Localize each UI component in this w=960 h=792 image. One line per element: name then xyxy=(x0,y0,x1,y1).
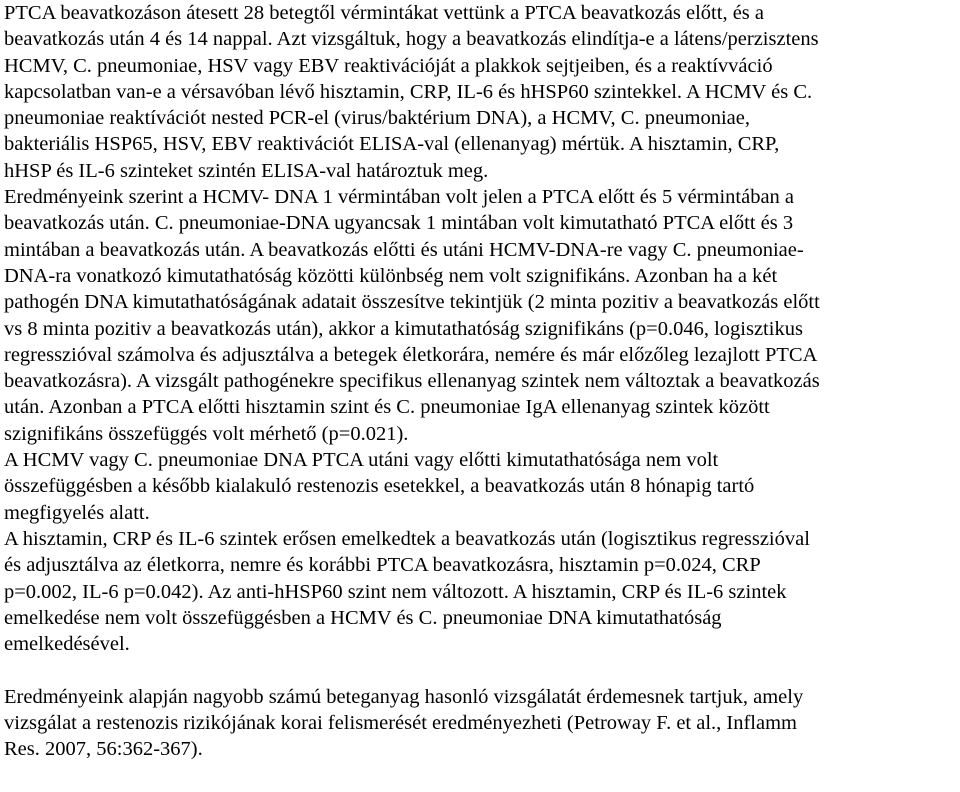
text-line: után. Azonban a PTCA előtti hisztamin szint és C. pneumoniae IgA ellenanyag szintek között xyxy=(4,396,770,419)
text-line: szignifikáns összefüggés volt mérhető (p=0.021). xyxy=(4,422,409,445)
text-line: megfigyelés alatt. xyxy=(4,501,150,524)
text-line: PTCA beavatkozáson átesett 28 betegtől vérmintákat vettünk a PTCA beavatkozás előtt, és a xyxy=(4,2,765,24)
text-line: kapcsolatban van-e a vérsavóban lévő hisztamin, CRP, IL-6 és hHSP60 szintekkel. A HCMV és C. xyxy=(4,80,813,103)
text-line: beavatkozás után. C. pneumoniae-DNA ugyancsak 1 mintában volt kimutatható PTCA előtt és 3 xyxy=(4,212,794,235)
text-line: pneumoniae reaktívációt nested PCR-el (virus/baktérium DNA), a HCMV, C. pneumoniae, xyxy=(4,107,751,130)
body-paragraph xyxy=(4,0,954,657)
text-line: vs 8 minta pozitiv a beavatkozás után), akkor a kimutathatóság szignifikáns (p=0.046, logisztikus xyxy=(4,317,803,340)
paragraph-gap xyxy=(4,657,954,683)
text-line: hHSP és IL-6 szinteket szintén ELISA-val határoztuk meg. xyxy=(4,159,489,182)
text-line: HCMV, C. pneumoniae, HSV vagy EBV reaktivációját a plakkok sejtjeiben, és a reaktívváció xyxy=(4,54,773,77)
text-line: összefüggésben a később kialakuló restenozis esetekkel, a beavatkozás után 8 hónapig tartó xyxy=(4,475,755,498)
text-line: Res. 2007, 56:362-367). xyxy=(4,738,203,761)
text-line: Eredményeink alapján nagyobb számú beteganyag hasonló vizsgálatát érdemesnek tartjuk, amely xyxy=(4,685,804,708)
text-line: regresszióval számolva és adjusztálva a betegek életkorára, nemére és már előzőleg lezajlott PTCA xyxy=(4,343,818,366)
text-line: mintában a beavatkozás után. A beavatkozás előtti és utáni HCMV-DNA-re vagy C. pneumoniae- xyxy=(4,238,804,261)
text-line: p=0.002, IL-6 p=0.042). Az anti-hHSP60 szint nem változott. A hisztamin, CRP és IL-6 szintek xyxy=(4,580,787,603)
text-line: és adjusztálva az életkorra, nemre és korábbi PTCA beavatkozásra, hisztamin p=0.024, CRP xyxy=(4,554,761,577)
conclusion-paragraph xyxy=(4,684,954,763)
text-line: A hisztamin, CRP és IL-6 szintek erősen emelkedtek a beavatkozás után (logisztikus regresszióval xyxy=(4,527,810,550)
text-line: Eredményeink szerint a HCMV- DNA 1 vérmintában volt jelen a PTCA előtt és 5 vérmintában a xyxy=(4,186,795,209)
text-line: emelkedésével. xyxy=(4,633,130,656)
text-line: emelkedése nem volt összefüggésben a HCMV és C. pneumoniae DNA kimutathatóság xyxy=(4,606,722,629)
text-line: beavatkozásra). A vizsgált pathogénekre specifikus ellenanyag szintek nem változtak a beavatkozás xyxy=(4,370,820,393)
text-line: DNA-ra vonatkozó kimutathatóság közötti különbség nem volt szignifikáns. Azonban ha a két xyxy=(4,264,778,287)
text-line: A HCMV vagy C. pneumoniae DNA PTCA utáni vagy előtti kimutathatósága nem volt xyxy=(4,449,719,472)
text-line: pathogén DNA kimutathatóságának adatait összesítve tekintjük (2 minta pozitiv a beavatkozás előtt xyxy=(4,291,820,314)
text-line: vizsgálat a restenozis rizikójának korai felismerését eredményezheti (Petroway F. et al., Inflamm xyxy=(4,712,797,735)
text-line: bakteriális HSP65, HSV, EBV reaktivációt ELISA-val (ellenanyag) mértük. A hisztamin, CRP, xyxy=(4,133,780,156)
text-line: beavatkozás után 4 és 14 nappal. Azt vizsgáltuk, hogy a beavatkozás elindítja-e a látens/perzisztens xyxy=(4,28,819,51)
